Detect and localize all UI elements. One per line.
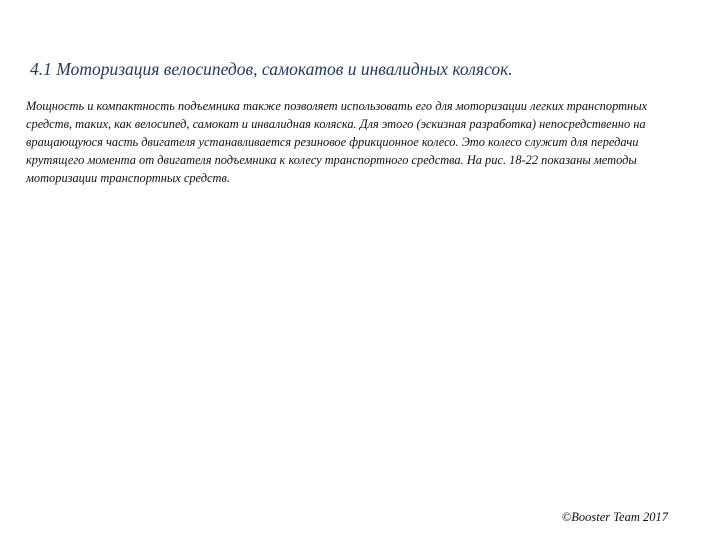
section-heading: 4.1 Моторизация велосипедов, самокатов и инвалидных колясок. xyxy=(30,59,513,79)
body-paragraph: Мощность и компактность подъемника также позволяет использовать его для моторизации легких транспортных средств, таких, как велосипед, самокат и инвалидная коляска. Для этого (эскизная разработка) непосредственно на вращающуюся часть двигателя устанавливается резиновое фрикционное колесо. Это колесо служит для передачи крутящего момента от двигателя подъемника к колесу транспортного средства. На рис. 18-22 показаны методы моторизации транспортных средств. xyxy=(26,99,648,185)
copyright-footer: ©Booster Team 2017 xyxy=(561,510,668,524)
